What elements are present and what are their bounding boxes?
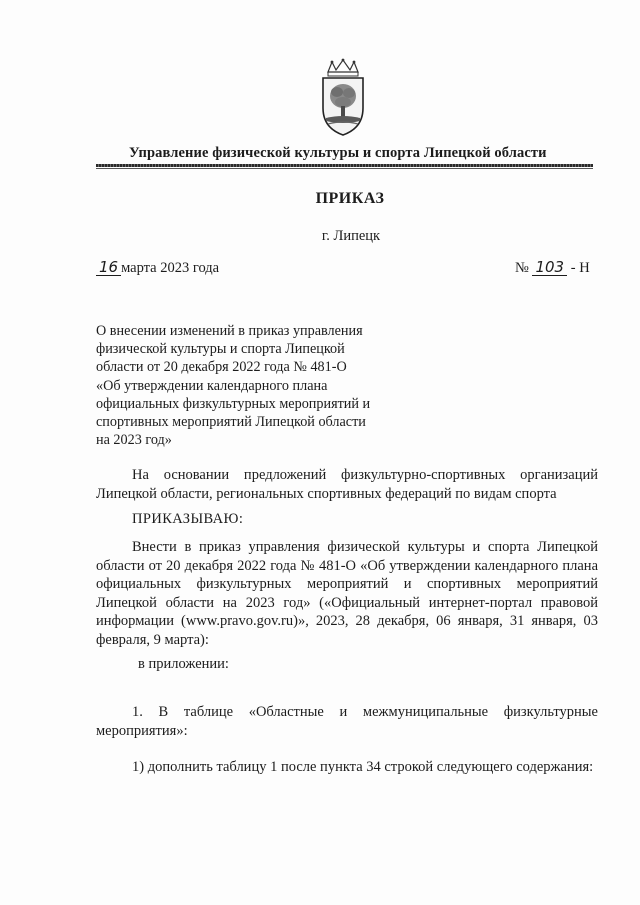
order-word: ПРИКАЗЫВАЮ: bbox=[132, 511, 244, 527]
order-subject bbox=[96, 322, 401, 449]
number-suffix: - Н bbox=[570, 260, 590, 276]
item-1-1-paragraph: 1) дополнить таблицу 1 после пункта 34 строкой следующего содержания: bbox=[132, 759, 594, 775]
order-date bbox=[96, 260, 219, 277]
subject-line: официальных физкультурных мероприятий и bbox=[96, 395, 371, 412]
item-1-paragraph: 1. В таблице «Областные и межмуниципальные физкультурные мероприятия»: bbox=[96, 704, 598, 739]
subject-line: О внесении изменений в приказ управления bbox=[96, 323, 363, 339]
handwritten-number: 103 bbox=[532, 260, 567, 276]
subject-line: на 2023 год» bbox=[96, 432, 172, 449]
appendix-paragraph: в приложении: bbox=[138, 656, 229, 672]
document-title: ПРИКАЗ bbox=[315, 190, 385, 207]
subject-line: спортивных мероприятий Липецкой области bbox=[96, 414, 366, 431]
subject-line: физической культуры и спорта Липецкой bbox=[96, 341, 345, 358]
handwritten-day: 16 bbox=[96, 260, 121, 276]
number-sign: № bbox=[515, 260, 529, 276]
order-number bbox=[515, 260, 590, 277]
coat-of-arms-emblem bbox=[314, 58, 372, 138]
subject-line: области от 20 декабря 2022 года № 481-О bbox=[96, 359, 347, 376]
instruction-paragraph: Внести в приказ управления физической культуры и спорта Липецкой области от 20 декабря 2022 года № 481-О «Об утверждении календарного плана официальных физкультурных мероприятий и спортивных мероприятий Липецкой области на 2023 год» («Официальный интернет-портал правовой информации (www.pravo.gov.ru)», 2023, 28 декабря, 06 января, 31 января, 03 февраля, 9 марта): bbox=[96, 539, 598, 648]
header-divider-thick bbox=[96, 164, 593, 167]
subject-line: «Об утверждении календарного плана bbox=[96, 377, 328, 394]
date-month-year: марта 2023 года bbox=[121, 260, 220, 276]
header-divider-thin bbox=[96, 168, 593, 169]
city: г. Липецк bbox=[321, 228, 381, 244]
basis-paragraph: На основании предложений физкультурно-спортивных организаций Липецкой области, региональных спортивных федераций по видам спорта bbox=[96, 467, 598, 502]
agency-name: Управление физической культуры и спорта Липецкой области bbox=[129, 145, 547, 161]
